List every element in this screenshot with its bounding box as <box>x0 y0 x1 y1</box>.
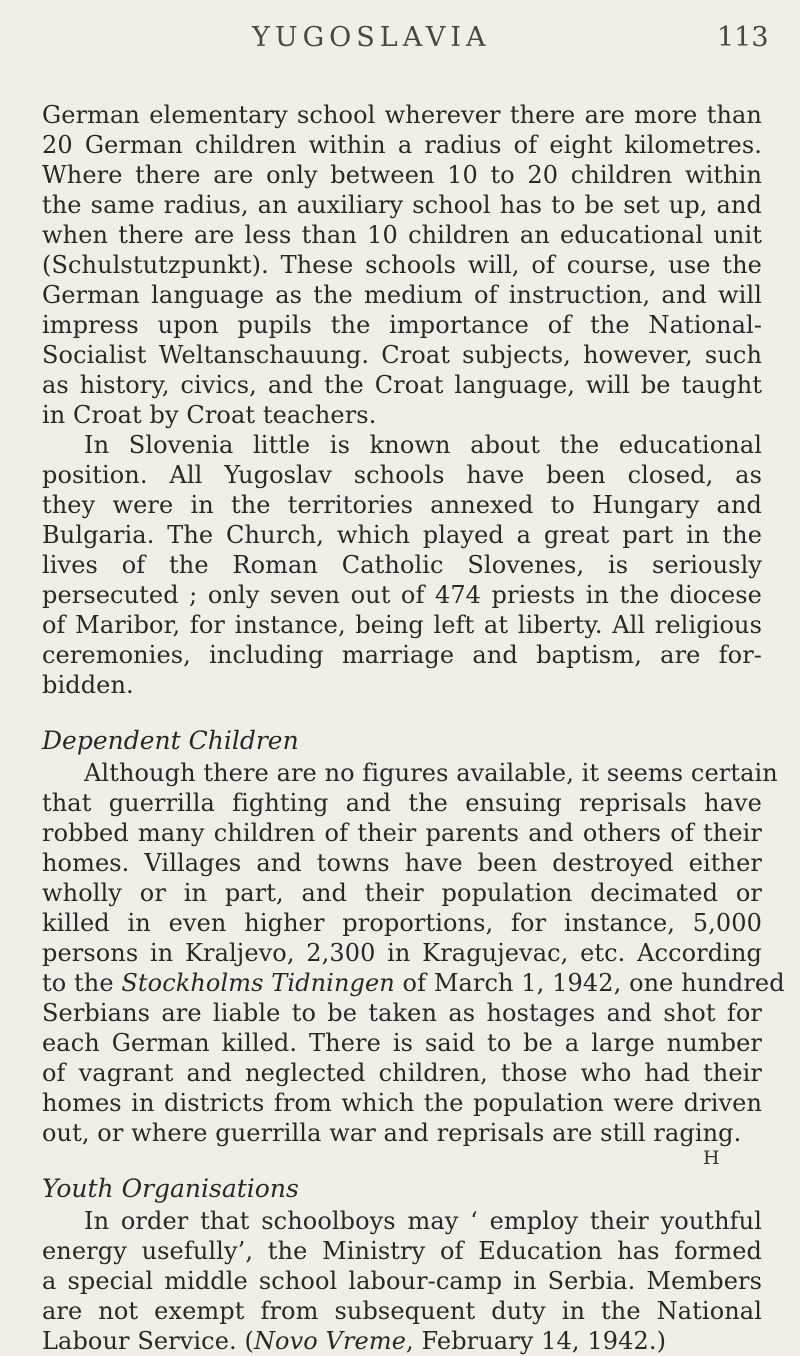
text-line: when there are less than 10 children an educational unit <box>42 221 762 249</box>
text-line: as history, civics, and the Croat language, will be taught <box>42 371 762 399</box>
text-line: German elementary school wherever there are more than <box>42 101 762 129</box>
text-line: impress upon pupils the importance of the National- <box>42 311 762 339</box>
text-line: (Schulstutzpunkt). These schools will, of course, use the <box>42 251 762 279</box>
text-line: lives of the Roman Catholic Slovenes, is seriously <box>42 551 762 579</box>
text-fragment: to the <box>42 969 122 997</box>
text-line: homes. Villages and towns have been destroyed either <box>42 849 762 877</box>
text-line: persecuted ; only seven out of 474 priests in the diocese <box>42 581 762 609</box>
text-fragment: , February 14, 1942.) <box>406 1327 667 1355</box>
text-line: persons in Kraljevo, 2,300 in Kragujevac, etc. According <box>42 939 762 967</box>
text-line <box>42 968 785 998</box>
text-fragment: of March 1, 1942, one hundred <box>394 969 785 997</box>
text-line: Where there are only between 10 to 20 children within <box>42 161 762 189</box>
body-text <box>42 100 785 1356</box>
text-line: out, or where guerrilla war and reprisals are still raging. <box>42 1119 742 1147</box>
citation-title: Stockholms Tidningen <box>121 969 395 997</box>
text-line: wholly or in part, and their population decimated or <box>42 879 762 907</box>
text-line: Although there are no figures available, it seems certain <box>84 759 778 787</box>
section-heading-dependent-children: Dependent Children <box>42 726 299 755</box>
text-line: 20 German children within a radius of eight kilometres. <box>42 131 762 159</box>
text-line <box>42 1326 762 1356</box>
text-line: energy usefully’, the Ministry of Education has formed <box>42 1237 762 1265</box>
text-fragment: Labour Service. ( <box>42 1327 254 1355</box>
page-number: 113 <box>717 22 769 53</box>
section-heading-youth-organisations: Youth Organisations <box>42 1174 299 1203</box>
text-line: each German killed. There is said to be a large number <box>42 1029 762 1057</box>
text-line: Bulgaria. The Church, which played a great part in the <box>42 521 762 549</box>
text-line: In order that schoolboys may ‘ employ their youthful <box>84 1207 762 1235</box>
text-line: they were in the territories annexed to Hungary and <box>42 491 762 519</box>
text-line: robbed many children of their parents and others of their <box>42 819 762 847</box>
running-head-title: YUGOSLAVIA <box>252 22 491 53</box>
text-line: Serbians are liable to be taken as hostages and shot for <box>42 999 762 1027</box>
text-line: in Croat by Croat teachers. <box>42 401 377 429</box>
text-line: bidden. <box>42 671 134 699</box>
text-line: In Slovenia little is known about the educational <box>84 431 762 459</box>
text-line: killed in even higher proportions, for instance, 5,000 <box>42 909 762 937</box>
text-line: position. All Yugoslav schools have been closed, as <box>42 461 762 489</box>
text-line: of Maribor, for instance, being left at liberty. All religious <box>42 611 762 639</box>
text-line: homes in districts from which the population were driven <box>42 1089 762 1117</box>
text-line: of vagrant and neglected children, those who had their <box>42 1059 762 1087</box>
text-line: German language as the medium of instruction, and will <box>42 281 762 309</box>
text-line: are not exempt from subsequent duty in the National <box>42 1297 762 1325</box>
running-head <box>0 22 800 62</box>
signature-mark: H <box>703 1147 720 1169</box>
citation-title: Novo Vreme <box>253 1327 406 1355</box>
text-line: Socialist Weltanschauung. Croat subjects, however, such <box>42 341 762 369</box>
text-line: a special middle school labour-camp in Serbia. Members <box>42 1267 762 1295</box>
text-line: the same radius, an auxiliary school has to be set up, and <box>42 191 762 219</box>
text-line: that guerrilla fighting and the ensuing reprisals have <box>42 789 762 817</box>
text-line: ceremonies, including marriage and baptism, are for- <box>42 641 762 669</box>
